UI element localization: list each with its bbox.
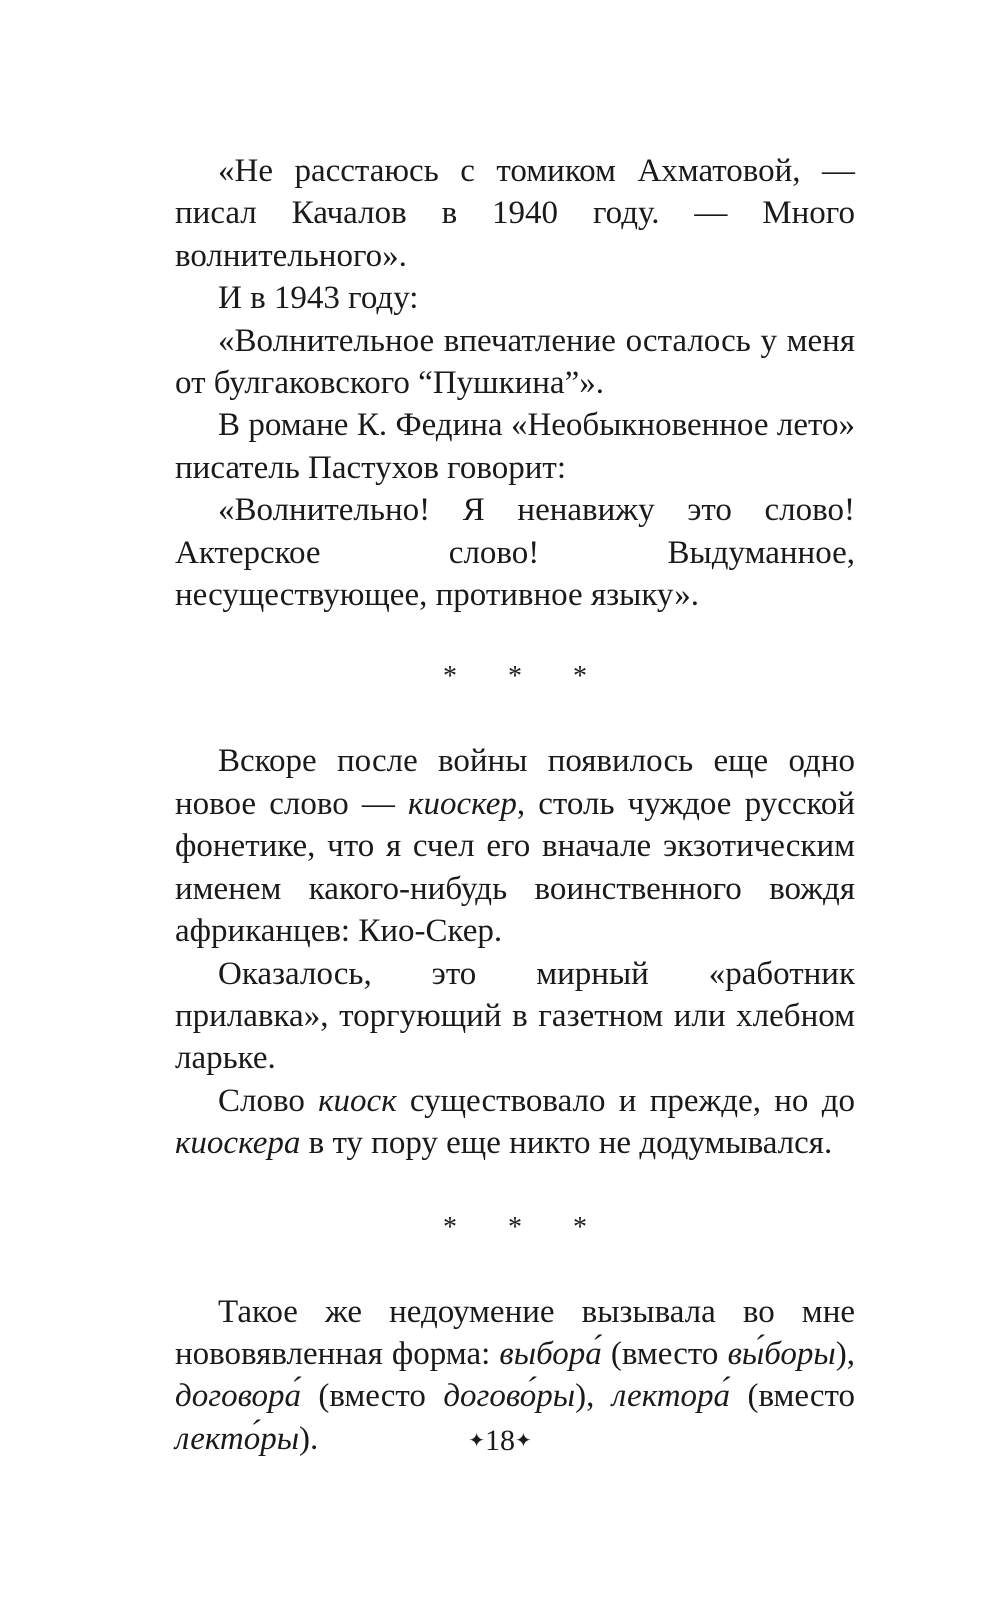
- text-fragment: (вместо: [730, 1378, 855, 1415]
- text-fragment: существовало и прежде, но до: [396, 1082, 855, 1119]
- paragraph-kiosk-word: [175, 1080, 855, 1165]
- italic-term: договора́: [175, 1378, 301, 1415]
- page-number: 18: [485, 1424, 515, 1457]
- text-fragment: (вместо: [601, 1335, 728, 1372]
- italic-term: киоскер: [408, 785, 517, 822]
- text-fragment: ),: [575, 1378, 612, 1415]
- paragraph-bulgakov-quote: «Волнительное впечатление осталось у меня от булгаковского “Пушкина”».: [175, 322, 855, 402]
- text-fragment: (вместо: [300, 1378, 444, 1415]
- page-body: [175, 150, 855, 1460]
- section-separator: * * *: [443, 661, 609, 693]
- italic-term: лектора́: [611, 1378, 731, 1415]
- italic-term: киоск: [318, 1082, 397, 1119]
- italic-term: вы́боры: [727, 1335, 836, 1372]
- paragraph-1943: И в 1943 году:: [218, 280, 419, 317]
- text-fragment: ).: [299, 1420, 319, 1457]
- text-fragment: Вскоре после войны появилось еще одно новое слово —: [175, 743, 855, 822]
- section-separator: * * *: [443, 1211, 609, 1243]
- paragraph-kiosker: [175, 740, 855, 952]
- italic-term: догово́ры: [443, 1378, 576, 1415]
- paragraph-pastukhov-quote: «Волнительно! Я ненавижу это слово! Актерское слово! Выдуманное, несуществующее, противное языку».: [175, 492, 855, 614]
- text-fragment: ),: [835, 1335, 855, 1372]
- italic-term: киоскера: [175, 1125, 301, 1162]
- italic-term: выбора́: [499, 1335, 602, 1372]
- paragraph-fedin-novel: В романе К. Федина «Необыкновенное лето» писатель Пастухов говорит:: [175, 407, 855, 486]
- ornament-star-icon: ✦: [515, 1430, 532, 1452]
- text-fragment: Слово: [218, 1082, 319, 1119]
- text-fragment: в ту пору еще никто не додумывался.: [300, 1125, 833, 1162]
- text-fragment: , столь чуждое русской фонетике, что я счел его вначале экзотическим именем какого-нибудь воинственного вождя африканцев: Кио-Скер.: [175, 785, 855, 950]
- paragraph-worker: Оказалось, это мирный «работник прилавка», торгующий в газетном или хлебном ларьке.: [175, 955, 855, 1077]
- page-number-footer: [0, 1420, 1000, 1459]
- italic-term: лекто́ры: [175, 1420, 300, 1457]
- paragraph-akhmatova-quote: «Не расстаюсь с томиком Ахматовой, — писал Качалов в 1940 году. — Много волнительного».: [175, 153, 855, 274]
- text-fragment: Такое же недоумение вызывала во мне нововявленная форма:: [175, 1293, 855, 1372]
- ornament-star-icon: ✦: [468, 1430, 485, 1452]
